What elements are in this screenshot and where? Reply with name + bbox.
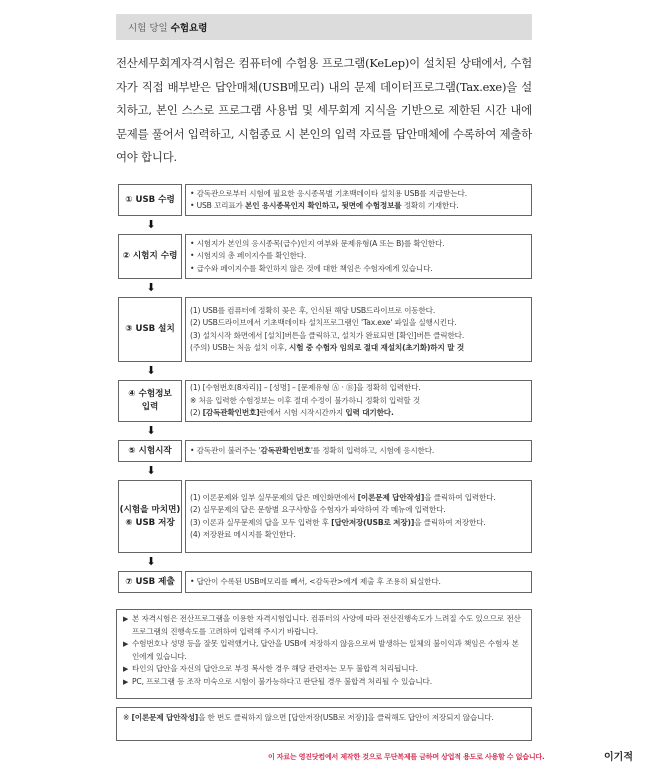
step-line bbox=[190, 330, 527, 343]
step-line-text: 시험지가 본인의 응시종목(급수)인지 여부와 문제유형(A 또는 B)를 확인한다. bbox=[196, 238, 445, 248]
down-arrow-icon: ⬇ bbox=[146, 464, 156, 477]
logo-text: 이기적 bbox=[604, 752, 633, 763]
step-line-text: (2) 실무문제의 답은 문항별 요구사항을 수험자가 파악하여 각 메뉴에 입력한다. bbox=[190, 505, 446, 514]
step-content bbox=[185, 571, 532, 593]
step-line bbox=[190, 504, 527, 517]
step-line bbox=[190, 529, 527, 542]
step-line-bold: [답안저장(USB로 저장)] bbox=[331, 517, 415, 527]
step-label bbox=[118, 440, 182, 462]
down-arrow-icon: ⬇ bbox=[146, 218, 156, 231]
step-line bbox=[190, 492, 527, 505]
step-line-bold: 감독관확인번호 bbox=[260, 445, 311, 455]
step-line bbox=[190, 305, 527, 318]
step-label-line: ① USB 수령 bbox=[125, 194, 175, 205]
step-label bbox=[118, 380, 182, 422]
step-line-text: (1) 이론문제와 일부 실무문제의 답은 메인화면에서 bbox=[190, 492, 358, 502]
step-line-text: (2) bbox=[190, 408, 203, 418]
step-line-text: 시험지의 총 페이지수를 확인한다. bbox=[196, 251, 307, 261]
step-line-text: (2) USB드라이브에서 기초백데이타 설치프로그램인 'Tax.exe' 파일을 실행시킨다. bbox=[190, 318, 457, 327]
step-line bbox=[190, 445, 527, 458]
step-label bbox=[118, 184, 182, 216]
step-label-line: ③ USB 설치 bbox=[125, 324, 175, 334]
step-usb-submit bbox=[116, 571, 532, 593]
publisher-logo bbox=[604, 748, 633, 763]
step-line-text: 란에서 시험 시작시간까지 bbox=[259, 408, 346, 418]
step-content bbox=[185, 480, 532, 553]
tip-box bbox=[116, 707, 532, 741]
step-line bbox=[190, 200, 527, 213]
step-line-text: (3) 설치시작 화면에서 [설치]버튼을 클릭하고, 설치가 완료되면 [확인]버튼 클릭한다. bbox=[190, 330, 465, 340]
note-item: ▶ 본 자격시험은 전산프로그램을 이용한 자격시험입니다. 컴퓨터의 사양에 따라 전산진행속도가 느려질 수도 있으므로 전산프로그램의 진행속도를 고려하여 입력해 주시기 바랍니다. bbox=[123, 613, 525, 638]
step-line bbox=[190, 188, 527, 201]
notes-box bbox=[116, 609, 532, 699]
step-usb-save bbox=[116, 480, 532, 553]
step-label bbox=[118, 234, 182, 279]
step-line-bold: [이론문제 답안작성] bbox=[357, 492, 425, 502]
step-label-line: ② 시험지 수령 bbox=[122, 251, 178, 261]
step-exam-start bbox=[116, 440, 532, 462]
step-line bbox=[190, 382, 527, 395]
header-prefix: 시험 당일 bbox=[128, 23, 171, 34]
step-line bbox=[190, 342, 527, 355]
step-paper-receive bbox=[116, 234, 532, 279]
down-arrow-icon: ⬇ bbox=[146, 364, 156, 377]
step-label-line: ④ 수험정보 bbox=[128, 389, 172, 399]
note-item: ▶ 수험번호나 성명 등을 잘못 입력했거나, 답안을 USB에 저장하지 않음으로써 발생하는 일체의 불이익과 책임은 수험자 본인에게 있습니다. bbox=[123, 638, 525, 663]
step-line-text: 정확히 기재한다. bbox=[401, 201, 459, 210]
step-line bbox=[190, 250, 527, 263]
step-line bbox=[190, 576, 527, 589]
step-line-text: 을 클릭하여 입력한다. bbox=[424, 492, 496, 502]
note-item: ▶ PC, 프로그램 등 조작 미숙으로 시험이 불가능하다고 판단될 경우 불합격 처리될 수 있습니다. bbox=[123, 676, 525, 689]
down-arrow-icon: ⬇ bbox=[146, 281, 156, 294]
step-line-bold: [감독관확인번호] bbox=[202, 408, 260, 418]
step-line-text: (1) [수험번호(8자리)] – [성명] – [문제유형 Ⓐ · Ⓑ]을 정확히 입력한다. bbox=[190, 383, 421, 393]
step-line-text: 답안이 수록된 USB메모리를 빼서, <감독관>에게 제출 후 조용히 퇴실한다. bbox=[196, 576, 441, 586]
step-line-text: 을 클릭하여 저장한다. bbox=[414, 517, 486, 527]
step-line-text: 급수와 페이지수를 확인하지 않은 것에 대한 책임은 수험자에게 있습니다. bbox=[196, 263, 433, 273]
step-line-text: (주의) USB는 처음 설치 이후, bbox=[190, 343, 290, 352]
step-label-line: ⑥ USB 저장 bbox=[125, 517, 175, 528]
step-line-text: '를 정확히 입력하고, 시험에 응시한다. bbox=[310, 445, 435, 455]
step-label-line: (시험을 마치면) bbox=[119, 504, 181, 515]
step-line-text: (4) 저장완료 메시지를 확인한다. bbox=[190, 530, 296, 539]
down-arrow-icon: ⬇ bbox=[146, 424, 156, 437]
step-content bbox=[185, 380, 532, 422]
step-line-text: ※ 처음 입력한 수험정보는 이후 절대 수정이 불가하니 정확히 입력할 것 bbox=[190, 395, 421, 405]
note-item: ▶ 타인의 답안을 자신의 답안으로 부정 복사한 경우 해당 관련자는 모두 불합격 처리됩니다. bbox=[123, 663, 525, 676]
step-label bbox=[118, 297, 182, 362]
step-line-text: (1) USB를 컴퓨터에 정확히 꽂은 후, 인식된 해당 USB드라이브로 이동한다. bbox=[190, 305, 436, 315]
step-content bbox=[185, 440, 532, 462]
step-line bbox=[190, 238, 527, 251]
section-header-bar bbox=[116, 14, 532, 40]
step-label-line: ⑦ USB 제출 bbox=[125, 576, 175, 587]
step-usb-receive bbox=[116, 184, 532, 216]
step-line bbox=[190, 263, 527, 276]
step-content bbox=[185, 297, 532, 362]
copyright-notice: 이 자료는 영진닷컴에서 제작한 것으로 무단복제를 금하며 상업적 용도로 사용할 수 없습니다. bbox=[268, 753, 545, 761]
down-arrow-icon: ⬇ bbox=[146, 555, 156, 568]
step-line-text: 감독관으로부터 시험에 필요한 응시종목별 기초백데이타 설치용 USB를 지급받는다. bbox=[196, 188, 467, 198]
step-label bbox=[118, 480, 182, 553]
step-line bbox=[190, 395, 527, 408]
step-line-bold: 본인 응시종목인지 확인하고, 뒷면에 수험정보를 bbox=[245, 201, 402, 210]
intro-paragraph: 전산세무회계자격시험은 컴퓨터에 수험용 프로그램(KeLep)이 설치된 상태에서, 수험자가 직접 배부받은 답안매체(USB메모리) 내의 문제 데이터프로그램(Tax.exe)을 설치하고, 본인 스스로 프로그램 사용법 및 세무회계 지식을 기반으로 제한된 시간 내에 문제를 풀어서 입력하고, 시험종료 시 본인의 입력 자료를 답안매체에 수록하여 제출하여야 합니다. bbox=[116, 56, 532, 164]
tip-prefix: ※ bbox=[123, 713, 132, 722]
tip-bold: [이론문제 답안작성] bbox=[131, 713, 199, 722]
header-title-bold: 수험요령 bbox=[170, 23, 208, 34]
step-usb-install bbox=[116, 297, 532, 362]
step-label bbox=[118, 571, 182, 593]
step-content bbox=[185, 234, 532, 279]
step-info-input bbox=[116, 380, 532, 422]
step-line-bold: 시험 중 수험자 임의로 절대 재설치(초기화)하지 말 것 bbox=[289, 343, 465, 352]
tip-text: 을 한 번도 클릭하지 않으면 [답안저장(USB로 저장)]을 클릭해도 답안이 저장되지 않습니다. bbox=[198, 713, 494, 722]
step-line bbox=[190, 317, 527, 330]
step-line-bold: 입력 대기한다. bbox=[345, 408, 394, 418]
step-line-text: 감독관이 불러주는 ' bbox=[196, 445, 261, 455]
section-header-title bbox=[128, 20, 207, 34]
step-line bbox=[190, 517, 527, 530]
step-label-line: ⑤ 시험시작 bbox=[128, 445, 172, 456]
step-line bbox=[190, 407, 527, 420]
step-line-text: USB 꼬리표가 bbox=[196, 201, 246, 210]
step-content bbox=[185, 184, 532, 216]
step-line-text: (3) 이론과 실무문제의 답을 모두 입력한 후 bbox=[190, 517, 332, 527]
step-label-line: 입력 bbox=[141, 402, 159, 412]
